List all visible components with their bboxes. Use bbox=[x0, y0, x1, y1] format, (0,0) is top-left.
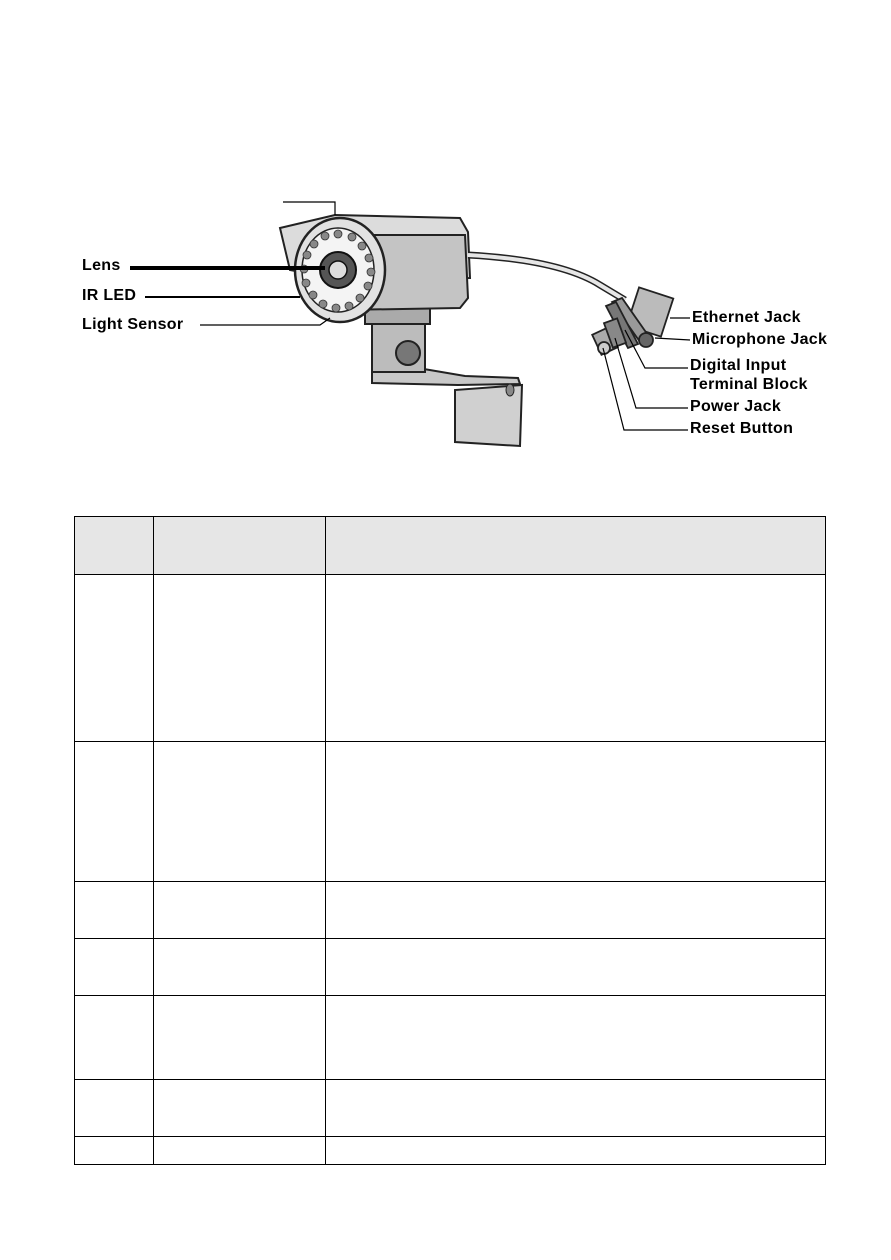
header-cell bbox=[154, 517, 326, 575]
table-row bbox=[75, 1137, 826, 1165]
table-cell bbox=[154, 939, 326, 996]
table-cell bbox=[75, 882, 154, 939]
label-ethernet-jack: Ethernet Jack bbox=[692, 309, 801, 326]
table-cell bbox=[154, 1080, 326, 1137]
table-cell bbox=[75, 1080, 154, 1137]
table-cell bbox=[154, 1137, 326, 1165]
label-lens: Lens bbox=[82, 257, 121, 274]
component-table bbox=[74, 516, 826, 1165]
header-cell bbox=[75, 517, 154, 575]
mount-knob bbox=[396, 341, 420, 365]
label-digital-input: Digital Input bbox=[690, 357, 787, 374]
table-cell bbox=[326, 742, 826, 882]
table-row bbox=[75, 996, 826, 1080]
table-cell bbox=[154, 742, 326, 882]
header-cell bbox=[326, 517, 826, 575]
table-row bbox=[75, 939, 826, 996]
label-light-sensor: Light Sensor bbox=[82, 316, 184, 333]
lens-inner bbox=[329, 261, 347, 279]
camera-diagram bbox=[0, 180, 891, 480]
table-cell bbox=[154, 575, 326, 742]
table-cell bbox=[154, 996, 326, 1080]
label-terminal-block: Terminal Block bbox=[690, 376, 808, 393]
label-microphone-jack: Microphone Jack bbox=[692, 331, 828, 348]
table-row bbox=[75, 742, 826, 882]
label-reset-button: Reset Button bbox=[690, 420, 794, 437]
table-cell bbox=[326, 575, 826, 742]
table-cell bbox=[154, 882, 326, 939]
table-row bbox=[75, 1080, 826, 1137]
table-cell bbox=[326, 996, 826, 1080]
table-header-row bbox=[75, 517, 826, 575]
bracket-screw bbox=[506, 384, 514, 396]
table-cell bbox=[326, 882, 826, 939]
cable bbox=[468, 255, 625, 300]
table-row bbox=[75, 882, 826, 939]
table-cell bbox=[75, 996, 154, 1080]
table-cell bbox=[326, 1137, 826, 1165]
table-cell bbox=[75, 742, 154, 882]
table-cell bbox=[75, 1137, 154, 1165]
table-cell bbox=[326, 939, 826, 996]
table-cell bbox=[75, 939, 154, 996]
table-cell bbox=[75, 575, 154, 742]
table-row bbox=[75, 575, 826, 742]
label-power-jack: Power Jack bbox=[690, 398, 782, 415]
table-cell bbox=[326, 1080, 826, 1137]
label-ir-led: IR LED bbox=[82, 287, 137, 304]
